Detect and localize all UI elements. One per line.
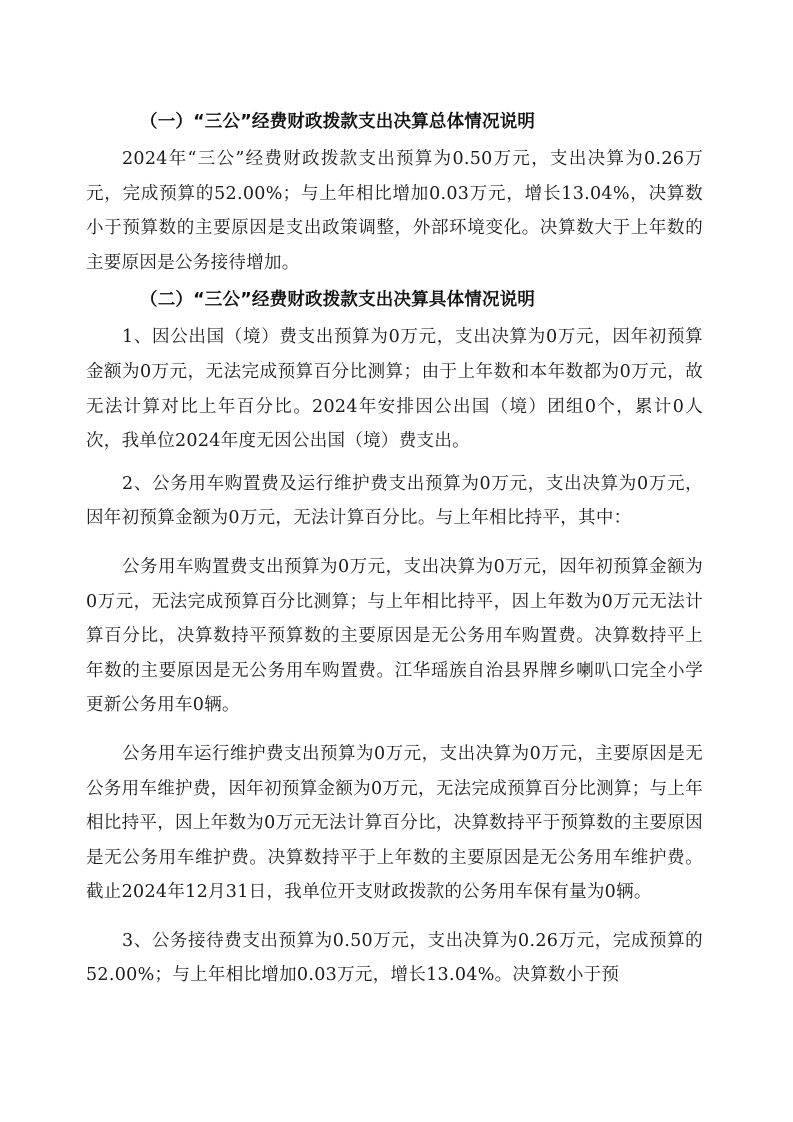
vehicle-purchase-paragraph: 公务用车购置费支出预算为0万元，支出决算为0万元，因年初预算金额为0万元，无法完成预算百分比测算；与上年相比持平，因上年数为0万元无法计算百分比，决算数持平预算数的主要原因是无公务用车购置费。决算数持平上年数的主要原因是无公务用车购置费。江华瑶族自治县界牌乡喇叭口完全小学更新公务用车0辆。 xyxy=(86,556,703,716)
overseas-travel-paragraph: 1、因公出国（境）费支出预算为0万元，支出决算为0万元，因年初预算金额为0万元，无法完成预算百分比测算；由于上年数和本年数都为0万元，故无法计算对比上年百分比。2024年安排因公出国（境）团组0个，累计0人次，我单位2024年度无因公出国（境）费支出。 xyxy=(86,327,703,452)
official-reception-paragraph: 3、公务接待费支出预算为0.50万元，支出决算为0.26万元，完成预算的52.00%；与上年相比增加0.03万元，增长13.04%。决算数小于预 xyxy=(86,930,703,986)
vehicle-expense-paragraph: 2、公务用车购置费及运行维护费支出预算为0万元，支出决算为0万元，因年初预算金额为0万元，无法计算百分比。与上年相比持平，其中： xyxy=(86,473,703,529)
section-heading-details: （二）“三公”经费财政拨款支出决算具体情况说明 xyxy=(140,290,536,311)
overall-summary-paragraph: 2024年“三公”经费财政拨款支出预算为0.50万元，支出决算为0.26万元，完成预算的52.00%；与上年相比增加0.03万元，增长13.04%，决算数小于预算数的主要原因是支出政策调整，外部环境变化。决算数大于上年数的主要原因是公务接待增加。 xyxy=(86,149,703,273)
section-heading-overall: （一）“三公”经费财政拨款支出决算总体情况说明 xyxy=(140,112,536,132)
vehicle-maintenance-paragraph: 公务用车运行维护费支出预算为0万元，支出决算为0万元，主要原因是无公务用车维护费，因年初预算金额为0万元，无法完成预算百分比测算；与上年相比持平，因上年数为0万元无法计算百分比，决算数持平于预算数的主要原因是无公务用车维护费。决算数持平于上年数的主要原因是无公务用车维护费。截止2024年12月31日，我单位开支财政拨款的公务用车保有量为0辆。 xyxy=(86,743,703,903)
